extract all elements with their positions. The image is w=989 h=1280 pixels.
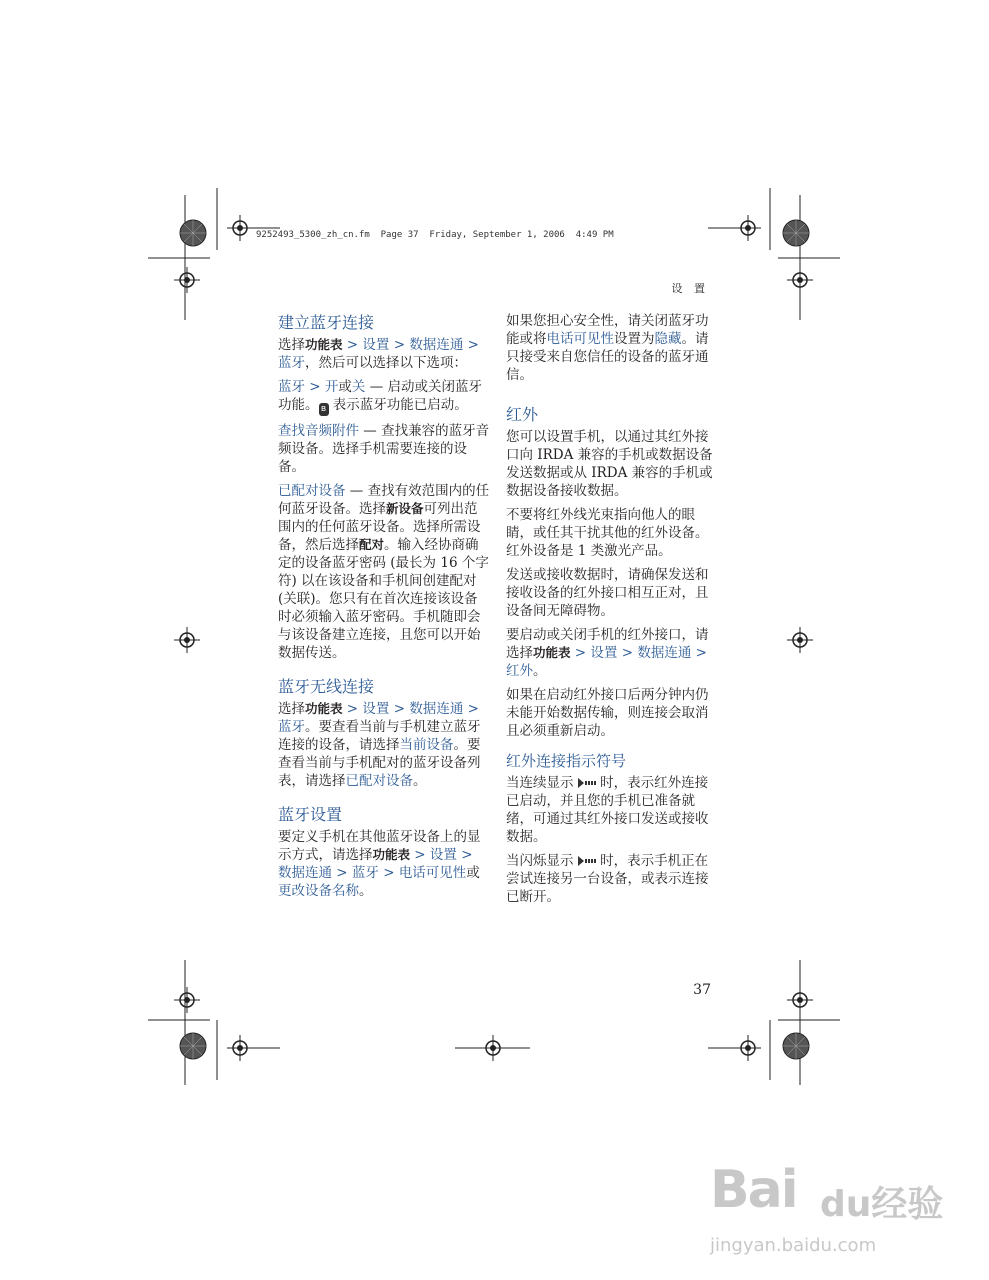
- paragraph: 如果您担心安全性，请关闭蓝牙功能或将电话可见性设置为隐藏。请只接受来自您信任的设备的蓝牙通信。: [506, 313, 709, 383]
- section-title-infrared-indicator: 红外连接指示符号: [506, 752, 627, 770]
- bluetooth-icon: ʙ: [319, 403, 329, 416]
- paragraph: 如果在启动红外接口后两分钟内仍未能开始数据传输，则连接会取消且必须重新启动。: [506, 687, 709, 739]
- watermark-url: jingyan.baidu.com: [710, 1235, 877, 1256]
- paragraph: 您可以设置手机，以通过其红外接口向 IRDA 兼容的手机或数据设备发送数据或从 IRDA 兼容的手机或数据设备接收数据。: [506, 429, 713, 499]
- section-title-bluetooth-wireless: 蓝牙无线连接: [278, 677, 375, 696]
- page-number: 37: [693, 982, 711, 998]
- watermark: [700, 1140, 980, 1270]
- paragraph: 蓝牙 > 开或关 — 启动或关闭蓝牙功能。 ʙ 表示蓝牙功能已启动。: [278, 379, 482, 414]
- file-info-line: 9252493_5300_zh_cn.fm Page 37 Friday, September 1, 2006 4:49 PM: [256, 230, 614, 240]
- paragraph: 不要将红外线光束指向他人的眼睛，或任其干扰其他的红外设备。红外设备是 1 类激光产品。: [506, 507, 709, 559]
- paragraph: 发送或接收数据时，请确保发送和接收设备的红外接口相互正对，且设备间无障碍物。: [506, 567, 709, 619]
- running-head: 设 置: [671, 282, 709, 295]
- paragraph: 选择功能表 > 设置 > 数据连通 > 蓝牙，然后可以选择以下选项：: [278, 337, 479, 371]
- paragraph: 查找音频附件 — 查找兼容的蓝牙音频设备。选择手机需要连接的设备。: [278, 423, 490, 475]
- section-title-infrared: 红外: [506, 405, 539, 424]
- watermark-logo-suffix: du经验: [820, 1184, 944, 1225]
- paragraph: 当连续显示 时，表示红外连接已启动，并且您的手机已准备就绪，可通过其红外接口发送或接收数据。: [506, 775, 709, 845]
- paragraph: 当闪烁显示 时，表示手机正在尝试连接另一台设备，或表示连接已断开。: [506, 853, 709, 905]
- section-title-bluetooth-connect: 建立蓝牙连接: [278, 313, 375, 332]
- paragraph: 要定义手机在其他蓝牙设备上的显示方式，请选择功能表 > 设置 > 数据连通 > 蓝牙 > 电话可见性或更改设备名称。: [278, 829, 481, 899]
- watermark-logo: Bai: [710, 1160, 797, 1220]
- section-title-bluetooth-settings: 蓝牙设置: [278, 805, 343, 824]
- paragraph: 要启动或关闭手机的红外接口，请选择功能表 > 设置 > 数据连通 > 红外。: [506, 627, 709, 679]
- paragraph: 已配对设备 — 查找有效范围内的任何蓝牙设备。选择新设备可列出范围内的任何蓝牙设备。选择所需设备，然后选择配对。输入经协商确定的设备蓝牙密码 (最长为 16 个字符) 以在该设备和手机间创建配对 (关联)。您只有在首次连接该设备时必须输入蓝牙密码。手机随即会与该设备建立连接，且您可以开始数据传送。: [278, 483, 490, 661]
- paragraph: 选择功能表 > 设置 > 数据连通 > 蓝牙。要查看当前与手机建立蓝牙连接的设备，请选择当前设备。要查看当前与手机配对的蓝牙设备列表，请选择已配对设备。: [278, 701, 481, 789]
